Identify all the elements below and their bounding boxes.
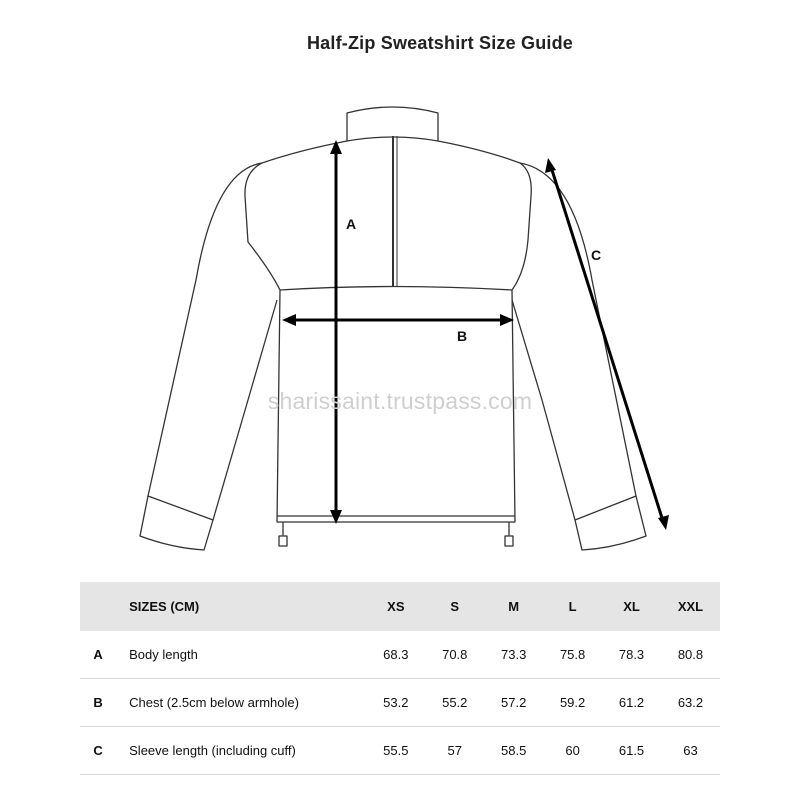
row-value: 63.2 [677,695,704,710]
row-value: 60 [565,743,580,758]
table-row [80,727,720,775]
row-value: 55.2 [442,695,468,710]
row-value: 78.3 [618,647,645,662]
row-value: 58.5 [501,743,527,758]
row-value: 63 [683,743,698,758]
header-size-l: L [568,599,577,614]
row-value: 61.5 [618,743,645,758]
row-value: 75.8 [559,647,586,662]
chest-seam [280,287,512,291]
table-row [80,631,720,679]
measure-label-a: A [346,216,357,232]
arrow-b-head-left [282,314,296,326]
right-sleeve-outline [512,163,636,520]
measure-label-b: B [457,328,468,344]
header-size-xxl: XXL [677,599,704,614]
row-letter: C [93,743,103,758]
size-chart-table [80,582,720,775]
header-blank [80,582,116,631]
row-value: 57 [447,743,462,758]
header-size-m: M [508,599,520,614]
table-header-row [80,582,720,631]
header-sizes-label: SIZES (CM) [129,599,200,614]
page-title: Half-Zip Sweatshirt Size Guide [306,33,574,53]
table-row [80,679,720,727]
left-cuff-outline [140,496,213,550]
header-size-xl: XL [623,599,640,614]
row-value: 68.3 [383,647,409,662]
header-size-s: S [450,599,460,614]
arrow-c-line [552,170,662,518]
row-measurement-name: Body length [129,647,198,662]
measure-label-c: C [591,247,602,263]
collar-outline [347,107,438,141]
row-letter: B [93,695,103,710]
sweatshirt-diagram [0,90,800,570]
row-value: 61.2 [618,695,645,710]
header-size-xs: XS [387,599,405,614]
watermark: sharissaint.trustpass.com [267,388,533,414]
row-value: 57.2 [501,695,527,710]
row-letter: A [93,647,103,662]
row-measurement-name: Chest (2.5cm below armhole) [129,695,299,710]
right-cuff-outline [575,496,646,550]
left-drawcord [279,522,287,546]
left-sleeve-outline [148,163,277,520]
arrow-c-head-top [545,158,556,173]
arrow-c-head-bottom [658,515,669,530]
row-value: 73.3 [501,647,527,662]
row-value: 80.8 [677,647,704,662]
body-outline [245,141,531,522]
row-value: 53.2 [383,695,409,710]
right-drawcord [505,522,513,546]
row-measurement-name: Sleeve length (including cuff) [129,743,296,758]
row-value: 59.2 [559,695,586,710]
row-value: 70.8 [442,647,468,662]
row-value: 55.5 [383,743,409,758]
